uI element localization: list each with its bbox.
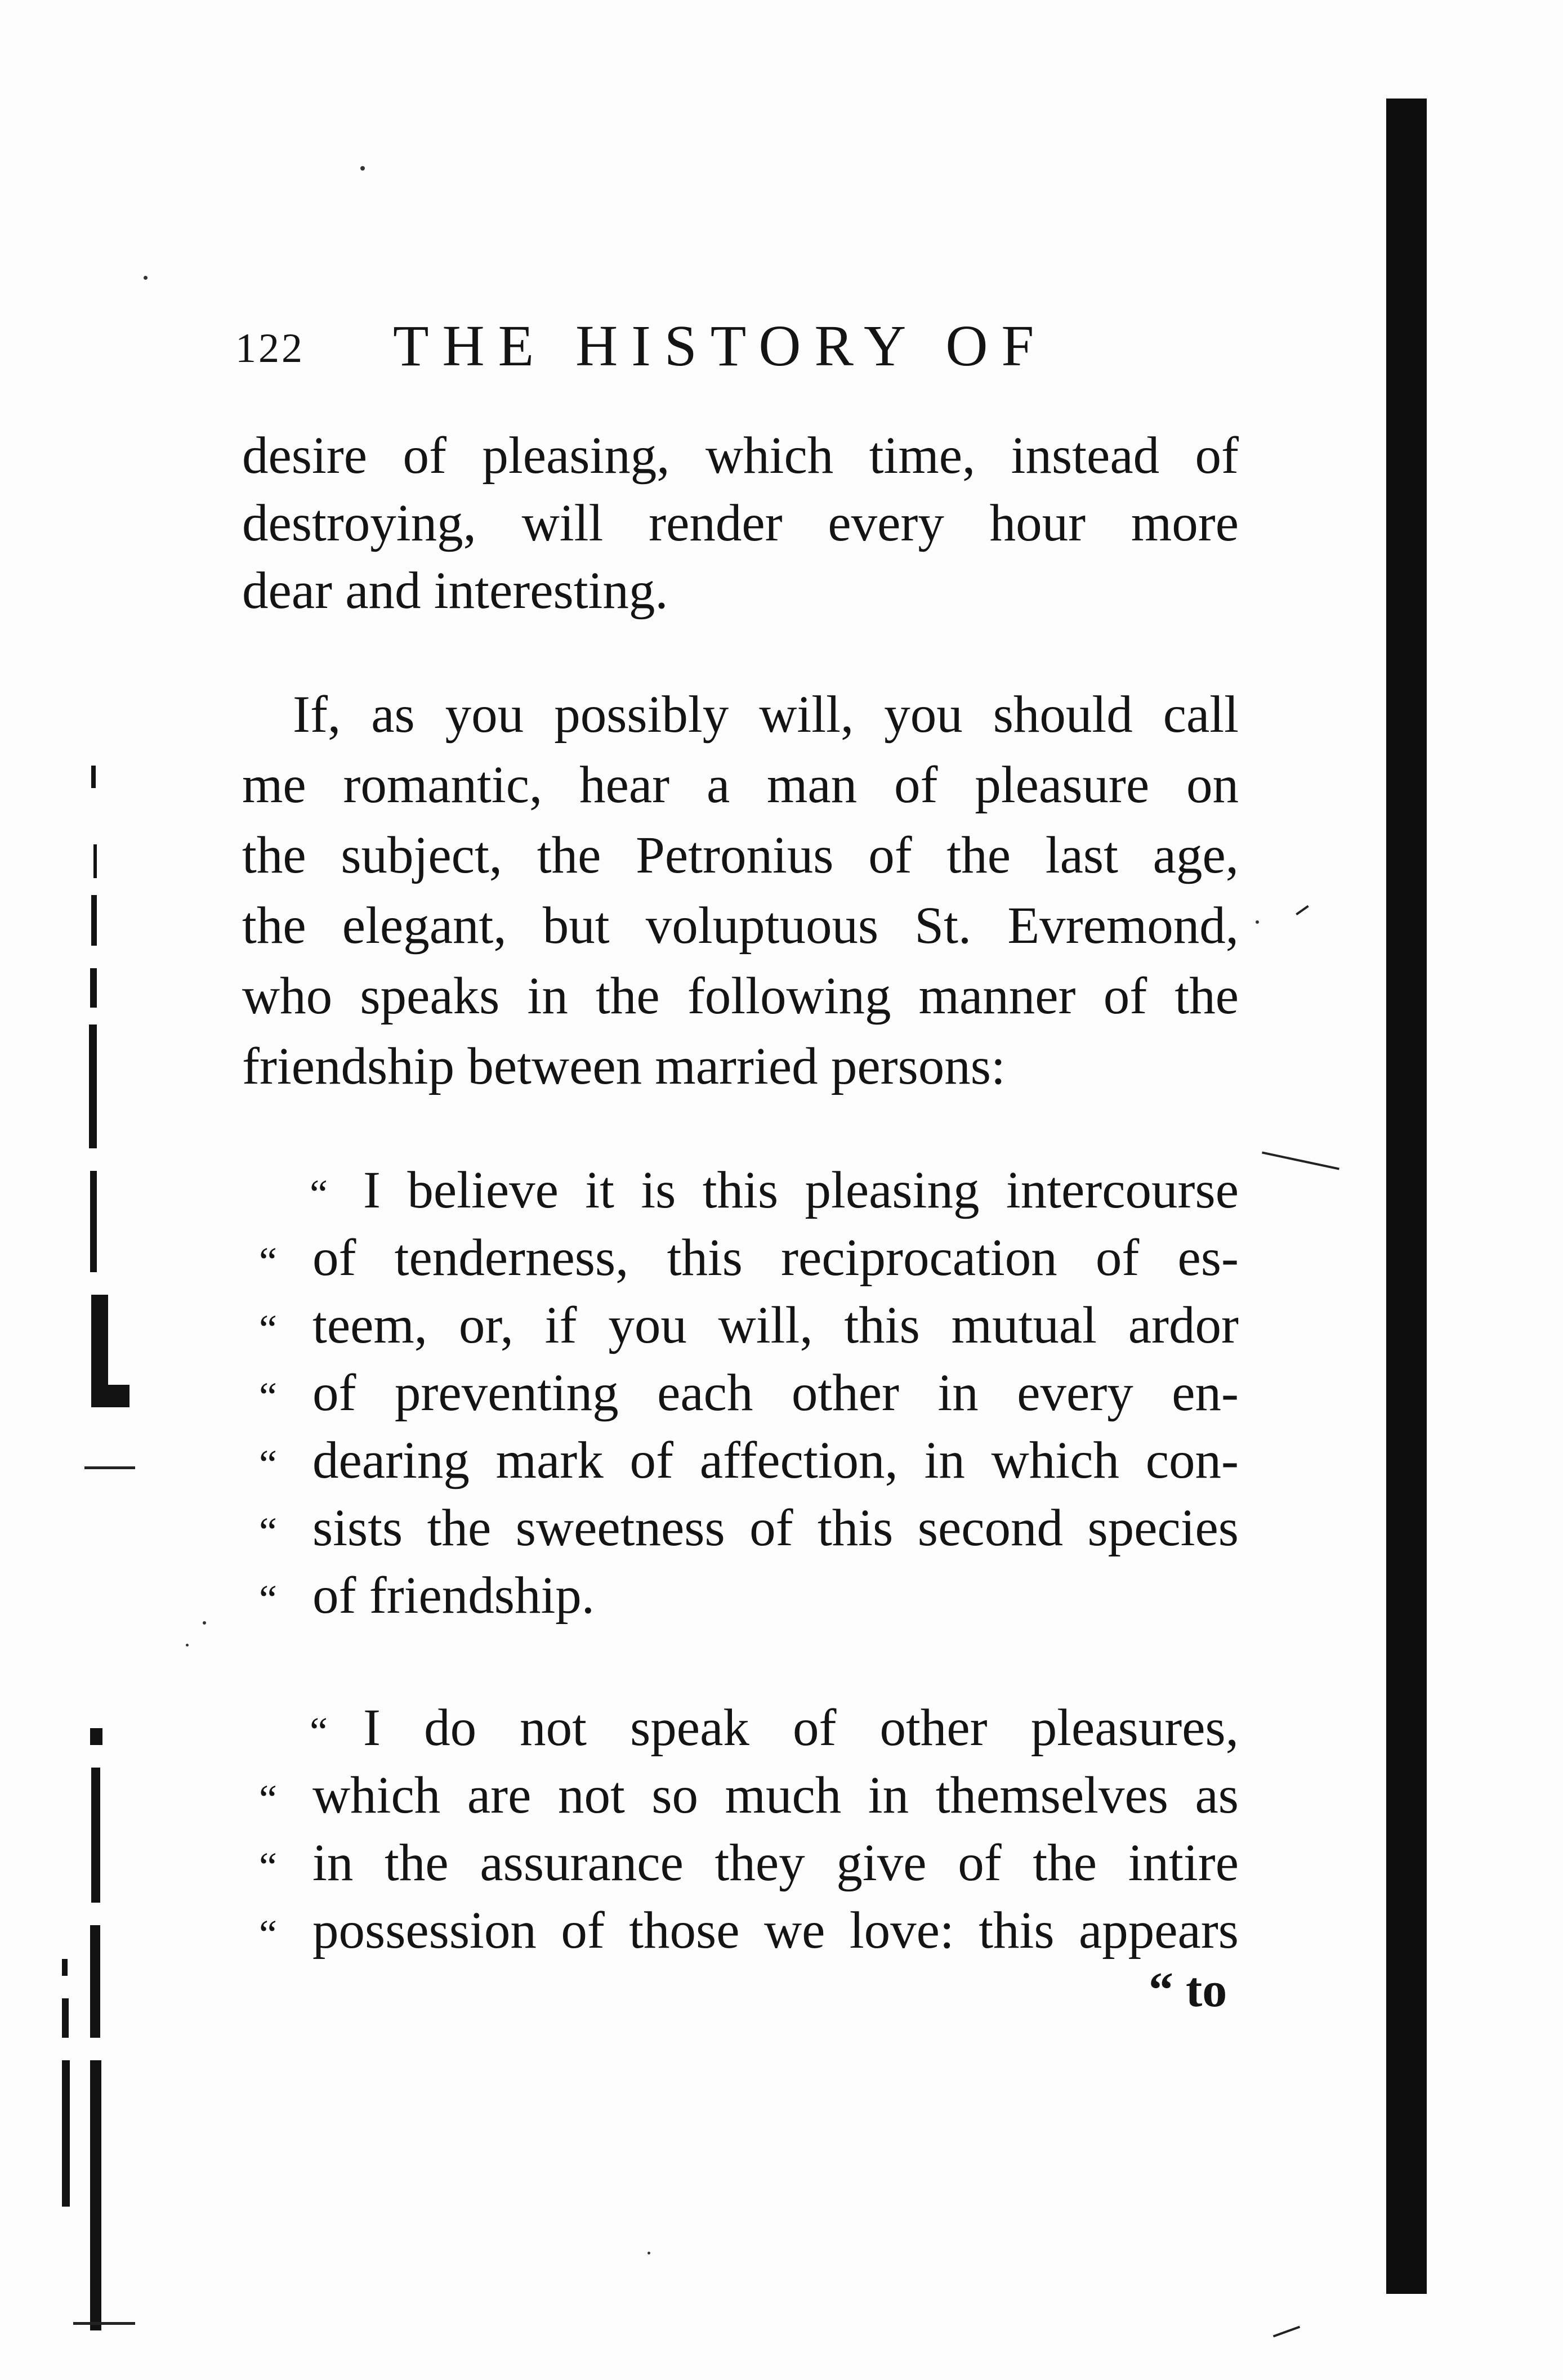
quote-text: of preventing each other in every en- <box>312 1364 1239 1422</box>
page-number: 122 <box>235 325 305 372</box>
quote-text: of tenderness, this reciprocation of es- <box>312 1229 1239 1287</box>
quote-mark: “ <box>310 1171 328 1216</box>
text-line: me romantic, hear a man of pleasure on <box>242 756 1239 814</box>
text-line: dear and interesting. <box>242 562 668 620</box>
quote-text: in the assurance they give of the intire <box>312 1834 1239 1892</box>
catchword: “ to <box>1149 1963 1227 2017</box>
quote-mark: “ <box>259 1777 277 1822</box>
quote-mark: “ <box>310 1709 328 1754</box>
quote-text: I do not speak of other pleasures, <box>363 1699 1239 1757</box>
quote-text: of friendship. <box>312 1567 595 1625</box>
text-line: friendship between married persons: <box>242 1037 1006 1095</box>
quote-line <box>259 1359 1239 1430</box>
quote-mark: “ <box>259 1509 277 1554</box>
quote-mark: “ <box>259 1374 277 1419</box>
quote-mark: “ <box>259 1239 277 1284</box>
quote-line <box>310 1694 1239 1765</box>
text-line: desire of pleasing, which time, instead of <box>242 427 1239 485</box>
quote-line <box>259 1495 1239 1565</box>
quote-line <box>259 1224 1239 1295</box>
text-line: the subject, the Petronius of the last age, <box>242 826 1239 884</box>
quote-mark: “ <box>259 1442 277 1487</box>
quote-text: sists the sweetness of this second species <box>312 1499 1239 1557</box>
quote-line <box>259 1897 1239 1968</box>
quote-text: possession of those we love: this appears <box>312 1902 1239 1960</box>
text-line: who speaks in the following manner of the <box>242 967 1239 1025</box>
text-line: destroying, will render every hour more <box>242 494 1239 552</box>
scan-speck <box>647 2252 650 2254</box>
quote-mark: “ <box>259 1912 277 1957</box>
quote-mark: “ <box>259 1577 277 1622</box>
scan-speck <box>1256 920 1259 924</box>
quote-line <box>259 1762 1239 1833</box>
quote-mark: “ <box>259 1307 277 1352</box>
quote-line <box>259 1292 1239 1363</box>
quote-line <box>259 1562 1239 1633</box>
quote-line <box>259 1427 1239 1498</box>
quote-text: which are not so much in themselves as <box>312 1766 1239 1824</box>
scan-speck <box>144 276 148 280</box>
text-line: the elegant, but voluptuous St. Evremond, <box>242 897 1239 955</box>
scan-speck <box>186 1644 189 1647</box>
quote-text: dearing mark of affection, in which con- <box>312 1431 1239 1489</box>
scan-speck <box>360 166 365 171</box>
quote-text: teem, or, if you will, this mutual ardor <box>312 1296 1239 1354</box>
quote-mark: “ <box>259 1844 277 1889</box>
scan-speck <box>203 1621 206 1625</box>
quote-text: I believe it is this pleasing intercourse <box>363 1161 1239 1219</box>
running-title: THE HISTORY OF <box>393 314 1048 378</box>
quote-line <box>259 1829 1239 1900</box>
text-line: If, as you possibly will, you should call <box>293 686 1239 744</box>
quote-line <box>310 1157 1239 1228</box>
